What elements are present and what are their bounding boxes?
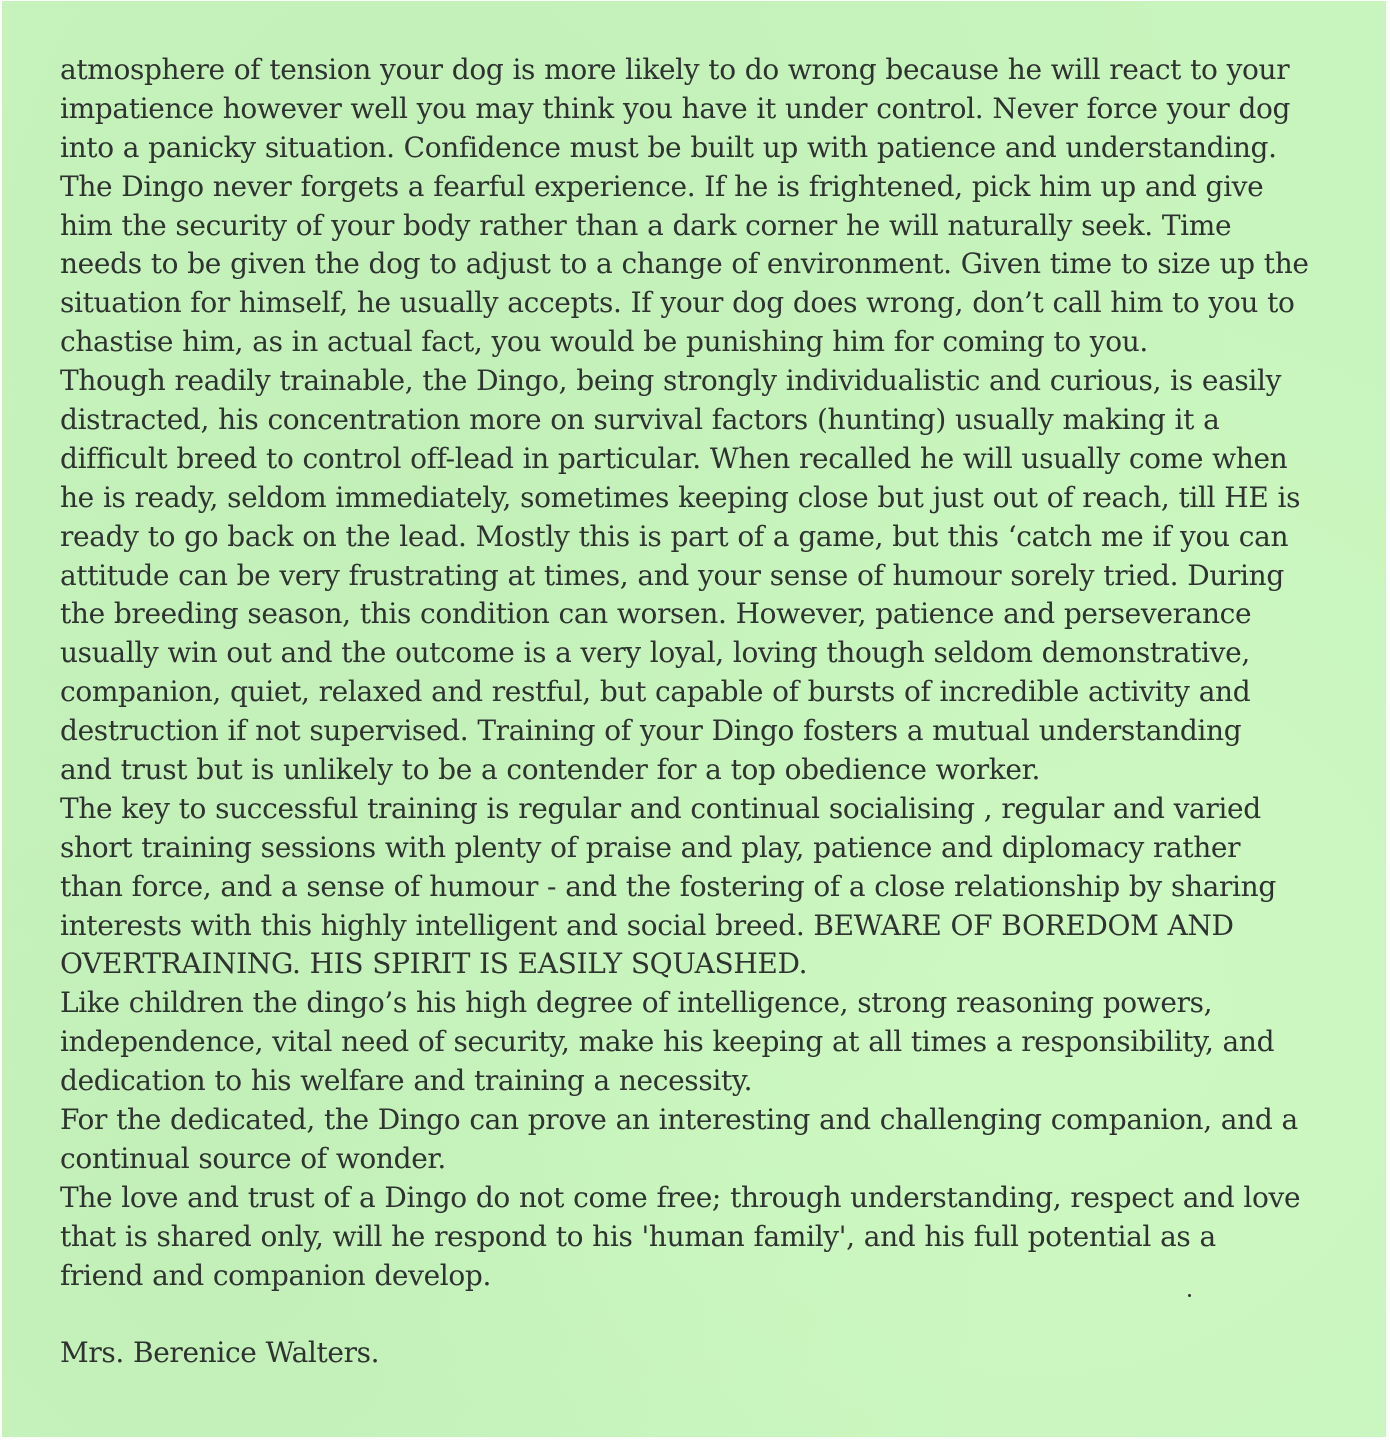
- text-line: that is shared only, will he respond to his 'human family', and his full potential as a: [60, 1219, 1216, 1253]
- text-line: For the dedicated, the Dingo can prove an interesting and challenging companion, and a: [60, 1103, 1298, 1137]
- text-line: destruction if not supervised. Training of your Dingo fosters a mutual understanding: [60, 714, 1242, 748]
- text-line: The love and trust of a Dingo do not come free; through understanding, respect and love: [60, 1180, 1301, 1214]
- text-line: difficult breed to control off-lead in particular. When recalled he will usually come when: [60, 441, 1288, 475]
- text-line: attitude can be very frustrating at times, and your sense of humour sorely tried. During: [60, 558, 1284, 592]
- text-line: Like children the dingo’s his high degree of intelligence, strong reasoning powers,: [60, 986, 1213, 1020]
- text-line: independence, vital need of security, make his keeping at all times a responsibility, and: [60, 1025, 1275, 1059]
- text-line: than force, and a sense of humour - and the fostering of a close relationship by sharing: [60, 869, 1276, 903]
- text-line: friend and companion develop.: [60, 1258, 492, 1292]
- ink-speck: [1188, 1294, 1191, 1297]
- text-line: OVERTRAINING. HIS SPIRIT IS EASILY SQUASHED.: [60, 947, 808, 981]
- text-line: usually win out and the outcome is a very loyal, loving though seldom demonstrative,: [60, 636, 1250, 670]
- text-line: Though readily trainable, the Dingo, being strongly individualistic and curious, is easily: [60, 364, 1282, 398]
- scanned-page: [2, 1, 1386, 1437]
- text-line: atmosphere of tension your dog is more likely to do wrong because he will react to your: [60, 53, 1290, 86]
- blank-line: [60, 1296, 1330, 1335]
- signature: Mrs. Berenice Walters.: [60, 1336, 380, 1370]
- text-line: continual source of wonder.: [60, 1141, 446, 1175]
- document-body: [60, 51, 1330, 1373]
- text-line: chastise him, as in actual fact, you would be punishing him for coming to you.: [60, 325, 1148, 359]
- text-line: The Dingo never forgets a fearful experience. If he is frightened, pick him up and give: [60, 169, 1264, 203]
- text-line: companion, quiet, relaxed and restful, but capable of bursts of incredible activity and: [60, 675, 1251, 709]
- text-line: interests with this highly intelligent and social breed. BEWARE OF BOREDOM AND: [60, 908, 1234, 942]
- text-line: needs to be given the dog to adjust to a change of environment. Given time to size up the: [60, 247, 1309, 281]
- text-line: the breeding season, this condition can worsen. However, patience and perseverance: [60, 597, 1252, 631]
- text-line: dedication to his welfare and training a necessity.: [60, 1064, 753, 1098]
- text-line: impatience however well you may think you have it under control. Never force your dog: [60, 91, 1291, 125]
- text-line: The key to successful training is regular and continual socialising , regular and varied: [60, 791, 1261, 825]
- text-line: distracted, his concentration more on survival factors (hunting) usually making it a: [60, 403, 1220, 437]
- text-line: short training sessions with plenty of praise and play, patience and diplomacy rather: [60, 830, 1241, 864]
- text-line: him the security of your body rather than a dark corner he will naturally seek. Time: [60, 208, 1232, 242]
- text-line: and trust but is unlikely to be a contender for a top obedience worker.: [60, 753, 1041, 787]
- text-line: he is ready, seldom immediately, sometimes keeping close but just out of reach, till HE is: [60, 480, 1301, 514]
- text-line: situation for himself, he usually accepts. If your dog does wrong, don’t call him to you to: [60, 286, 1295, 320]
- text-line: into a panicky situation. Confidence must be built up with patience and understanding.: [60, 130, 1277, 164]
- text-line: ready to go back on the lead. Mostly this is part of a game, but this ‘catch me if you can: [60, 519, 1289, 553]
